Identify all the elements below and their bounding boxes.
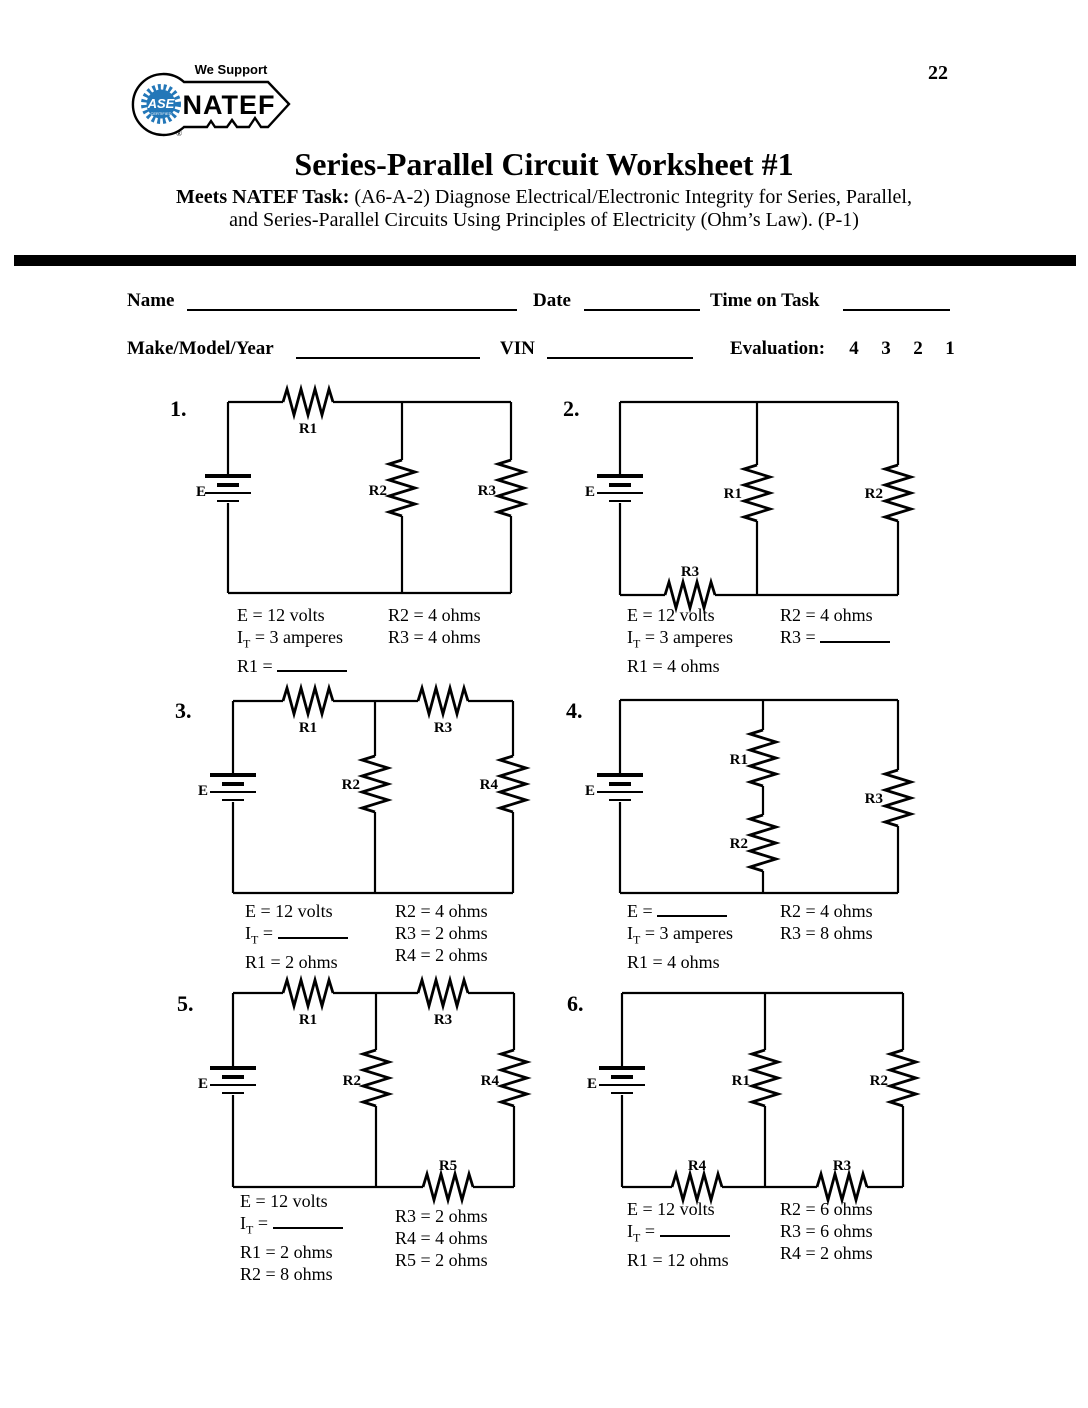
resistor-label-r1: R1	[298, 421, 318, 437]
battery-symbol	[210, 775, 256, 800]
given-value-line: R4 = 4 ohms	[395, 1228, 488, 1248]
given-value-line: R3 = 2 ohms	[395, 1206, 488, 1226]
answer-blank[interactable]	[660, 1222, 730, 1237]
resistor-label-r3: R3	[680, 564, 700, 580]
given-value-line: $I_T = 3$ amperes	[627, 627, 733, 651]
problem-2-given-values-col2	[780, 604, 890, 648]
problem-1-given-values-col2	[388, 604, 481, 648]
vin-fill-line[interactable]	[547, 357, 693, 359]
resistor-r5	[423, 1174, 473, 1200]
resistor-r2	[363, 1050, 389, 1106]
given-value-line: R3 = 8 ohms	[780, 923, 873, 943]
problem-4-given-values-col1	[627, 900, 733, 973]
given-value-line: $I_T = 3$ amperes	[627, 923, 733, 947]
resistor-r2	[750, 815, 776, 871]
resistor-label-r2: R2	[729, 836, 748, 852]
battery-label: E	[197, 783, 208, 799]
given-value-line: R2 = 4 ohms	[395, 901, 488, 921]
given-value-line: R4 = 2 ohms	[395, 945, 488, 965]
problem-6-given-values-col1	[627, 1198, 730, 1271]
answer-blank[interactable]	[277, 657, 347, 672]
problem-2-given-values-col1	[627, 604, 733, 677]
resistor-r1	[283, 688, 333, 714]
answer-blank[interactable]	[278, 924, 348, 939]
resistor-r2	[885, 465, 911, 521]
given-value-line: E = 12 volts	[245, 901, 333, 921]
resistor-label-r3: R3	[433, 1012, 453, 1028]
given-value-line: R2 = 8 ohms	[240, 1263, 333, 1284]
resistor-label-r1: R1	[298, 720, 318, 736]
resistor-label-r2: R2	[864, 486, 883, 502]
natef-logo	[128, 54, 296, 142]
name-fill-line[interactable]	[187, 309, 517, 311]
given-value-line: R1 = 2 ohms	[245, 951, 338, 972]
battery-symbol	[205, 476, 251, 501]
given-value-line: R2 = 4 ohms	[780, 605, 873, 625]
time-on-task-fill-line[interactable]	[843, 309, 950, 311]
given-value-line: R1 = 4 ohms	[627, 951, 720, 972]
problem-6-number: 6.	[567, 991, 584, 1016]
given-value-line: R2 = 6 ohms	[780, 1199, 873, 1219]
resistor-label-r3: R3	[832, 1158, 852, 1174]
resistor-r2	[362, 756, 388, 812]
evaluation-label: Evaluation:	[730, 338, 826, 359]
task-line-1	[0, 186, 1088, 209]
problem-5-given-values-col1	[240, 1190, 343, 1285]
task-description	[0, 186, 1088, 232]
given-value-line: R3 = 6 ohms	[780, 1221, 873, 1241]
resistor-r4	[500, 756, 526, 812]
task-line-2: and Series-Parallel Circuits Using Principles of Electricity (Ohm’s Law). (P-1)	[229, 209, 859, 231]
given-value-line: R1 = 12 ohms	[627, 1249, 729, 1270]
registered-mark: ®	[175, 129, 183, 138]
problem-3-given-values-col2	[395, 900, 488, 966]
resistor-label-r1: R1	[723, 486, 742, 502]
date-fill-line[interactable]	[584, 309, 700, 311]
resistor-r3	[418, 688, 468, 714]
given-value-line: E = 12 volts	[240, 1191, 328, 1211]
circuit-4-diagram	[555, 682, 915, 912]
circuit-3-diagram	[165, 682, 525, 912]
circuit-6-diagram	[555, 975, 915, 1215]
resistor-label-r1: R1	[731, 1073, 750, 1089]
given-value-line: R1 = 4 ohms	[627, 655, 720, 676]
problem-6-given-values-col2	[780, 1198, 873, 1264]
vin-label: VIN	[500, 338, 535, 359]
given-value-line: R1 =	[237, 655, 347, 677]
battery-label: E	[584, 484, 595, 500]
resistor-r3	[498, 460, 524, 516]
answer-blank[interactable]	[273, 1214, 343, 1229]
problem-1-given-values-col1	[237, 604, 347, 677]
resistor-label-r4: R4	[687, 1158, 707, 1174]
resistor-label-r1: R1	[298, 1012, 318, 1028]
evaluation-score-2: 2	[913, 338, 923, 359]
logo-natef: NATEF	[182, 90, 276, 120]
divider-rule	[14, 255, 1076, 266]
resistor-r1	[744, 465, 770, 521]
given-value-line: R3 = 4 ohms	[388, 627, 481, 647]
given-value-line: R4 = 2 ohms	[780, 1243, 873, 1263]
given-value-line: R3 =	[780, 626, 890, 648]
given-value-line: R5 = 2 ohms	[395, 1250, 488, 1270]
resistor-r3	[885, 770, 911, 826]
resistor-r3	[817, 1174, 867, 1200]
problem-3-given-values-col1	[245, 900, 348, 973]
resistor-r4	[672, 1174, 722, 1200]
resistor-label-r2: R2	[341, 777, 360, 793]
evaluation-score-1: 1	[945, 338, 955, 359]
given-value-line: R2 = 4 ohms	[388, 605, 481, 625]
given-value-line: $I_T$ =	[627, 1220, 730, 1249]
given-value-line: E = 12 volts	[237, 605, 325, 625]
battery-label: E	[586, 1076, 597, 1092]
evaluation-score-4: 4	[849, 338, 859, 359]
wire	[620, 402, 898, 595]
battery-symbol	[597, 775, 643, 800]
circuit-5-diagram	[165, 975, 525, 1215]
given-value-line: E = 12 volts	[627, 1199, 715, 1219]
date-label: Date	[533, 290, 571, 311]
problem-4-given-values-col2	[780, 900, 873, 944]
ase-text: ASE	[147, 96, 175, 111]
resistor-label-r3: R3	[433, 720, 453, 736]
task-label: Meets NATEF Task:	[176, 186, 350, 208]
circuit-2-diagram	[555, 385, 915, 615]
resistor-r1	[750, 730, 776, 786]
problem-2-number: 2.	[563, 396, 580, 421]
resistor-r1	[752, 1050, 778, 1106]
battery-symbol	[210, 1068, 256, 1093]
given-value-line: $I_T$ =	[245, 922, 348, 951]
circuit-1-diagram	[165, 385, 525, 615]
name-label: Name	[127, 290, 175, 311]
answer-blank[interactable]	[657, 902, 727, 917]
resistor-r3	[418, 980, 468, 1006]
resistor-label-r4: R4	[479, 777, 498, 793]
make-model-year-label: Make/Model/Year	[127, 338, 274, 359]
problem-5-number: 5.	[177, 991, 194, 1016]
problem-3-number: 3.	[175, 698, 192, 723]
battery-symbol	[597, 476, 643, 501]
given-value-line: R3 = 2 ohms	[395, 923, 488, 943]
resistor-label-r2: R2	[342, 1073, 361, 1089]
battery-label: E	[584, 783, 595, 799]
resistor-label-r2: R2	[869, 1073, 888, 1089]
given-value-line: E =	[627, 900, 733, 922]
battery-label: E	[197, 1076, 208, 1092]
page-title: Series-Parallel Circuit Worksheet #1	[294, 146, 794, 182]
problem-1-number: 1.	[170, 396, 187, 421]
wire	[233, 701, 513, 893]
resistor-r2	[890, 1050, 916, 1106]
given-value-line: $I_T = 3$ amperes	[237, 627, 343, 651]
problem-5-given-values-col2	[395, 1205, 488, 1271]
given-value-line: R2 = 4 ohms	[780, 901, 873, 921]
battery-label: E	[195, 484, 206, 500]
resistor-label-r5: R5	[438, 1158, 458, 1174]
task-text: (A6-A-2) Diagnose Electrical/Electronic Integrity for Series, Parallel,	[354, 186, 912, 208]
evaluation-score-3: 3	[881, 338, 891, 359]
logo-we-support: We Support	[194, 62, 268, 77]
resistor-label-r2: R2	[368, 483, 387, 499]
resistor-r1	[283, 980, 333, 1006]
battery-symbol	[599, 1068, 645, 1093]
resistor-label-r3: R3	[864, 791, 883, 807]
resistor-label-r3: R3	[477, 483, 496, 499]
make-model-year-fill-line[interactable]	[296, 357, 480, 359]
resistor-r1	[283, 389, 333, 415]
answer-blank[interactable]	[820, 628, 890, 643]
page-number: 22	[928, 62, 948, 84]
resistor-label-r1: R1	[729, 752, 748, 768]
given-value-line: E = 12 volts	[627, 605, 715, 625]
given-value-line: R1 = 2 ohms	[240, 1241, 333, 1262]
problem-4-number: 4.	[566, 698, 583, 723]
resistor-r4	[501, 1050, 527, 1106]
time-on-task-label: Time on Task	[710, 290, 820, 311]
given-value-line: $I_T$ =	[240, 1212, 343, 1241]
resistor-r2	[389, 460, 415, 516]
ase-certified-text: CERTIFIED	[150, 111, 172, 116]
resistor-label-r4: R4	[480, 1073, 499, 1089]
